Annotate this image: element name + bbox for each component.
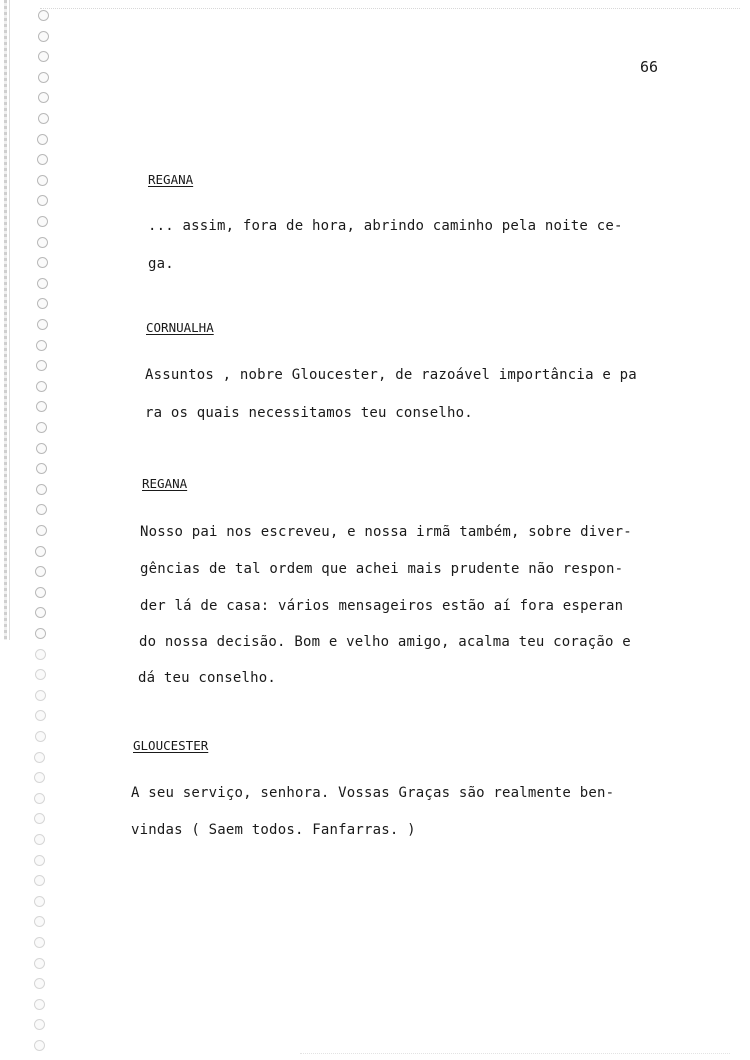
dialogue-line: Assuntos , nobre Gloucester, de razoável importância e pa	[145, 367, 637, 383]
dialogue-line: ... assim, fora de hora, abrindo caminho pela noite ce-	[148, 218, 623, 234]
dialogue-line: ga.	[148, 256, 174, 272]
punch-hole	[37, 237, 48, 248]
dialogue-line: vindas ( Saem todos. Fanfarras. )	[131, 822, 416, 838]
punch-hole	[35, 587, 46, 598]
punch-hole	[34, 937, 45, 948]
punch-hole	[35, 731, 46, 742]
dialogue-line: A seu serviço, senhora. Vossas Graças são realmente ben-	[131, 785, 615, 801]
punch-hole	[38, 113, 49, 124]
bottom-page-edge	[300, 1053, 730, 1054]
punch-hole	[36, 443, 47, 454]
punch-hole	[37, 195, 48, 206]
punch-hole	[34, 793, 45, 804]
punch-hole	[34, 1019, 45, 1030]
speaker-gloucester: GLOUCESTER	[133, 738, 209, 753]
punch-hole	[35, 690, 46, 701]
punch-hole	[34, 1040, 45, 1051]
punch-hole	[34, 896, 45, 907]
page-number: 66	[640, 58, 659, 76]
binder-edge-line	[9, 0, 10, 640]
speaker-cornualha: CORNUALHA	[146, 320, 214, 335]
punch-hole	[37, 134, 48, 145]
punch-hole	[35, 649, 46, 660]
dialogue-line: do nossa decisão. Bom e velho amigo, acalma teu coração e	[139, 634, 631, 650]
punch-hole	[35, 710, 46, 721]
punch-hole	[38, 92, 49, 103]
dialogue-line: dá teu conselho.	[138, 670, 277, 686]
speaker-regana-1: REGANA	[148, 172, 194, 187]
punch-hole	[35, 669, 46, 680]
punch-hole	[36, 340, 47, 351]
punch-hole	[37, 175, 48, 186]
punch-hole	[36, 463, 47, 474]
punch-hole	[38, 51, 49, 62]
punch-hole	[35, 628, 46, 639]
top-page-edge	[40, 8, 740, 9]
dialogue-line: ra os quais necessitamos teu conselho.	[145, 405, 473, 421]
punch-hole	[38, 10, 49, 21]
dialogue-line: der lá de casa: vários mensageiros estão aí fora esperan	[140, 598, 624, 614]
punch-hole	[37, 154, 48, 165]
punch-hole	[38, 31, 49, 42]
punch-hole	[35, 566, 46, 577]
punch-hole	[34, 834, 45, 845]
punch-hole	[36, 525, 47, 536]
punch-hole	[36, 504, 47, 515]
punch-hole	[34, 772, 45, 783]
punch-hole	[37, 257, 48, 268]
punch-hole	[34, 999, 45, 1010]
punch-hole	[36, 360, 47, 371]
punch-hole	[34, 958, 45, 969]
punch-hole	[37, 319, 48, 330]
binder-holes-strip	[0, 0, 70, 1060]
punch-hole	[37, 278, 48, 289]
speaker-regana-2: REGANA	[142, 476, 188, 491]
punch-hole	[34, 916, 45, 927]
dialogue-line: gências de tal ordem que achei mais prudente não respon-	[140, 561, 624, 577]
punch-hole	[35, 546, 46, 557]
dialogue-line: Nosso pai nos escreveu, e nossa irmã também, sobre diver-	[140, 524, 632, 540]
punch-hole	[34, 813, 45, 824]
punch-hole	[37, 216, 48, 227]
punch-hole	[34, 855, 45, 866]
punch-hole	[36, 381, 47, 392]
punch-hole	[36, 484, 47, 495]
punch-hole	[35, 607, 46, 618]
punch-hole	[36, 422, 47, 433]
punch-hole	[34, 978, 45, 989]
punch-hole	[34, 875, 45, 886]
punch-hole	[38, 72, 49, 83]
punch-hole	[36, 401, 47, 412]
punch-hole	[37, 298, 48, 309]
punch-hole	[34, 752, 45, 763]
binder-edge	[4, 0, 7, 640]
